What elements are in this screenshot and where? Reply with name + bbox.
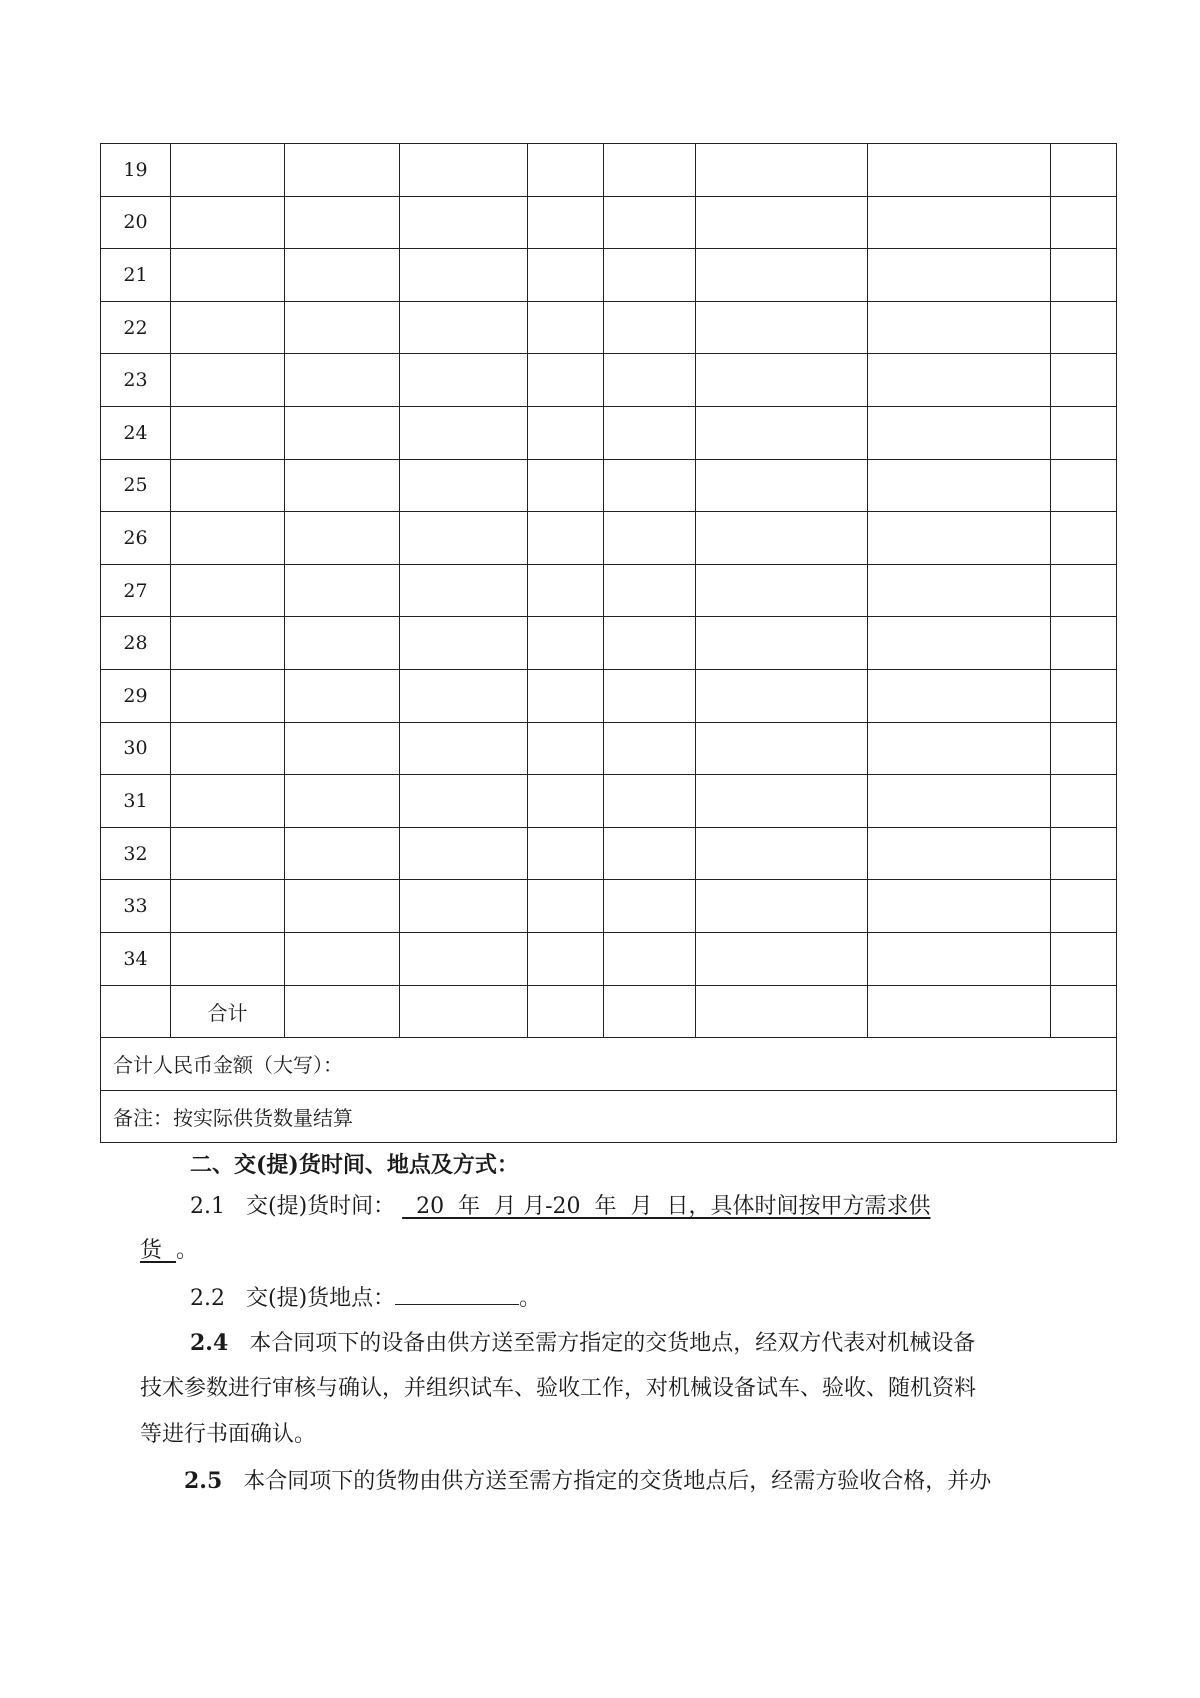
table-row [101, 406, 1117, 459]
clause-end: 。 [519, 1286, 542, 1311]
table-cell [696, 301, 868, 354]
clause-number: 2.5 [184, 1468, 223, 1494]
table-cell [285, 249, 400, 302]
clause-number: 2.2 [190, 1286, 225, 1311]
section-heading-text: 二、交(提)货时间、地点及方式： [190, 1152, 519, 1178]
rmb-total-row [101, 1038, 1117, 1091]
table-cell [696, 196, 868, 249]
table-cell [528, 512, 604, 565]
table-cell [400, 880, 528, 933]
table-cell [1051, 406, 1117, 459]
table-cell [171, 196, 285, 249]
table-cell [528, 196, 604, 249]
table-cell [1051, 459, 1117, 512]
clause-text-line: 等进行书面确认。 [140, 1422, 317, 1447]
table-cell [604, 301, 696, 354]
table-cell [400, 301, 528, 354]
delivery-place-blank[interactable] [395, 1282, 519, 1305]
table-row [101, 669, 1117, 722]
table-cell [604, 775, 696, 828]
row-number: 23 [101, 354, 171, 407]
table-cell [285, 880, 400, 933]
table-cell [400, 932, 528, 985]
table-cell [604, 985, 696, 1038]
table-cell [696, 406, 868, 459]
table-cell [696, 932, 868, 985]
row-number: 19 [101, 144, 171, 197]
table-cell [171, 617, 285, 670]
table-cell [696, 669, 868, 722]
total-row [101, 985, 1117, 1038]
table-row [101, 932, 1117, 985]
clause-2-1 [190, 1192, 1130, 1222]
table-cell [285, 301, 400, 354]
table-cell [696, 512, 868, 565]
table-cell [604, 249, 696, 302]
row-number: 21 [101, 249, 171, 302]
table-row [101, 196, 1117, 249]
table-cell [868, 827, 1051, 880]
table-cell [1051, 144, 1117, 197]
table-cell [696, 880, 868, 933]
row-number: 30 [101, 722, 171, 775]
table-cell [696, 985, 868, 1038]
table-cell [528, 775, 604, 828]
clause-2-1-cont [140, 1236, 1080, 1266]
table-cell [528, 827, 604, 880]
table-cell [400, 459, 528, 512]
table-cell [171, 512, 285, 565]
table-cell [171, 301, 285, 354]
table-cell [528, 617, 604, 670]
table-cell [285, 932, 400, 985]
table-row [101, 617, 1117, 670]
remark-label: 备注：按实际供货数量结算 [101, 1090, 1117, 1143]
row-number: 34 [101, 932, 171, 985]
table-cell [171, 669, 285, 722]
table-cell [400, 775, 528, 828]
table-cell [1051, 354, 1117, 407]
rmb-total-label: 合计人民币金额（大写）： [101, 1038, 1117, 1091]
table-cell [171, 249, 285, 302]
table-cell [868, 722, 1051, 775]
delivery-time-value: 20 年 月 月-20 年 月 日，具体时间按甲方需求供 [402, 1194, 931, 1219]
table-cell [400, 985, 528, 1038]
table-cell [528, 880, 604, 933]
table-cell [696, 459, 868, 512]
table-cell [171, 354, 285, 407]
table-cell [400, 249, 528, 302]
row-number: 22 [101, 301, 171, 354]
table-cell [1051, 880, 1117, 933]
table-cell [171, 827, 285, 880]
table-cell [101, 985, 171, 1038]
table-cell [528, 669, 604, 722]
table-cell [604, 354, 696, 407]
table-row [101, 880, 1117, 933]
table-cell [171, 144, 285, 197]
table-cell [400, 144, 528, 197]
table-cell [400, 564, 528, 617]
table-cell [604, 880, 696, 933]
table-cell [1051, 301, 1117, 354]
table-cell [528, 459, 604, 512]
table-row [101, 249, 1117, 302]
table-cell [868, 564, 1051, 617]
table-cell [696, 617, 868, 670]
row-number: 29 [101, 669, 171, 722]
clause-number: 2.4 [190, 1330, 229, 1356]
table-cell [1051, 669, 1117, 722]
clause-number: 2.1 [190, 1194, 225, 1219]
table-cell [171, 880, 285, 933]
table-cell [528, 406, 604, 459]
table-cell [528, 249, 604, 302]
table-row [101, 354, 1117, 407]
remark-row [101, 1090, 1117, 1143]
table-row [101, 512, 1117, 565]
table-cell [868, 617, 1051, 670]
table-cell [285, 354, 400, 407]
table-cell [868, 196, 1051, 249]
table-cell [1051, 512, 1117, 565]
table-cell [868, 669, 1051, 722]
table-cell [171, 564, 285, 617]
table-cell [528, 932, 604, 985]
table-cell [868, 301, 1051, 354]
table-cell [400, 512, 528, 565]
table-row [101, 459, 1117, 512]
table-cell [285, 669, 400, 722]
table-cell [285, 459, 400, 512]
table-cell [171, 722, 285, 775]
table-cell [1051, 827, 1117, 880]
table-row [101, 564, 1117, 617]
row-number: 24 [101, 406, 171, 459]
row-number: 32 [101, 827, 171, 880]
table-cell [400, 617, 528, 670]
table-cell [400, 827, 528, 880]
row-number: 31 [101, 775, 171, 828]
table-cell [285, 775, 400, 828]
table-cell [868, 775, 1051, 828]
table-cell [1051, 775, 1117, 828]
table-cell [604, 722, 696, 775]
table-cell [604, 932, 696, 985]
total-label: 合计 [171, 985, 285, 1038]
table-cell [285, 564, 400, 617]
row-number: 33 [101, 880, 171, 933]
table-row [101, 301, 1117, 354]
table-cell [696, 249, 868, 302]
table-cell [285, 406, 400, 459]
table-cell [285, 617, 400, 670]
section-heading [190, 1150, 1130, 1180]
table-cell [285, 144, 400, 197]
table-cell [285, 985, 400, 1038]
clause-2-4-line3 [140, 1420, 1080, 1450]
table-cell [604, 512, 696, 565]
table-cell [604, 196, 696, 249]
table-cell [604, 459, 696, 512]
table-cell [1051, 617, 1117, 670]
table-cell [1051, 932, 1117, 985]
row-number: 25 [101, 459, 171, 512]
table-cell [400, 196, 528, 249]
table-cell [285, 196, 400, 249]
clause-2-5 [184, 1466, 1124, 1497]
delivery-time-value-cont: 货 [140, 1238, 176, 1263]
table-cell [1051, 985, 1117, 1038]
table-cell [868, 932, 1051, 985]
table-cell [171, 932, 285, 985]
table-cell [696, 564, 868, 617]
clause-2-4-line2 [140, 1374, 1080, 1404]
row-number: 27 [101, 564, 171, 617]
table-cell [528, 564, 604, 617]
table-cell [604, 827, 696, 880]
table-cell [696, 722, 868, 775]
table-cell [400, 669, 528, 722]
row-number: 26 [101, 512, 171, 565]
table-cell [400, 354, 528, 407]
table-cell [528, 722, 604, 775]
clause-label: 交(提)货地点： [245, 1286, 396, 1311]
table-row [101, 827, 1117, 880]
table-cell [868, 249, 1051, 302]
table-cell [868, 985, 1051, 1038]
table-cell [868, 880, 1051, 933]
table-cell [528, 301, 604, 354]
table-cell [604, 669, 696, 722]
table-cell [1051, 564, 1117, 617]
table-cell [285, 827, 400, 880]
table-cell [528, 985, 604, 1038]
table-cell [1051, 722, 1117, 775]
clause-end: 。 [176, 1238, 199, 1263]
table-cell [1051, 249, 1117, 302]
table-cell [604, 617, 696, 670]
table-row [101, 722, 1117, 775]
table-cell [1051, 196, 1117, 249]
table-cell [696, 144, 868, 197]
table-cell [868, 354, 1051, 407]
clause-2-2 [190, 1282, 1130, 1314]
table-cell [868, 459, 1051, 512]
table-row [101, 775, 1117, 828]
table-cell [285, 512, 400, 565]
table-row [101, 144, 1117, 197]
goods-table [100, 143, 1117, 1143]
table-cell [696, 354, 868, 407]
table-cell [604, 144, 696, 197]
table-cell [868, 512, 1051, 565]
table-cell [285, 722, 400, 775]
row-number: 20 [101, 196, 171, 249]
table-cell [604, 564, 696, 617]
table-cell [528, 144, 604, 197]
table-cell [868, 144, 1051, 197]
table-cell [696, 827, 868, 880]
clause-2-4 [190, 1328, 1130, 1359]
clause-text-line: 本合同项下的设备由供方送至需方指定的交货地点，经双方代表对机械设备 [249, 1331, 976, 1356]
table-cell [528, 354, 604, 407]
table-cell [171, 775, 285, 828]
table-cell [400, 406, 528, 459]
clause-text-line: 本合同项下的货物由供方送至需方指定的交货地点后，经需方验收合格，并办 [243, 1469, 992, 1494]
table-cell [171, 459, 285, 512]
row-number: 28 [101, 617, 171, 670]
table-cell [604, 406, 696, 459]
table-cell [696, 775, 868, 828]
table-cell [171, 406, 285, 459]
clause-text-line: 技术参数进行审核与确认，并组织试车、验收工作，对机械设备试车、验收、随机资料 [140, 1376, 977, 1401]
table-cell [868, 406, 1051, 459]
clause-label: 交(提)货时间： [245, 1194, 396, 1219]
table-cell [400, 722, 528, 775]
